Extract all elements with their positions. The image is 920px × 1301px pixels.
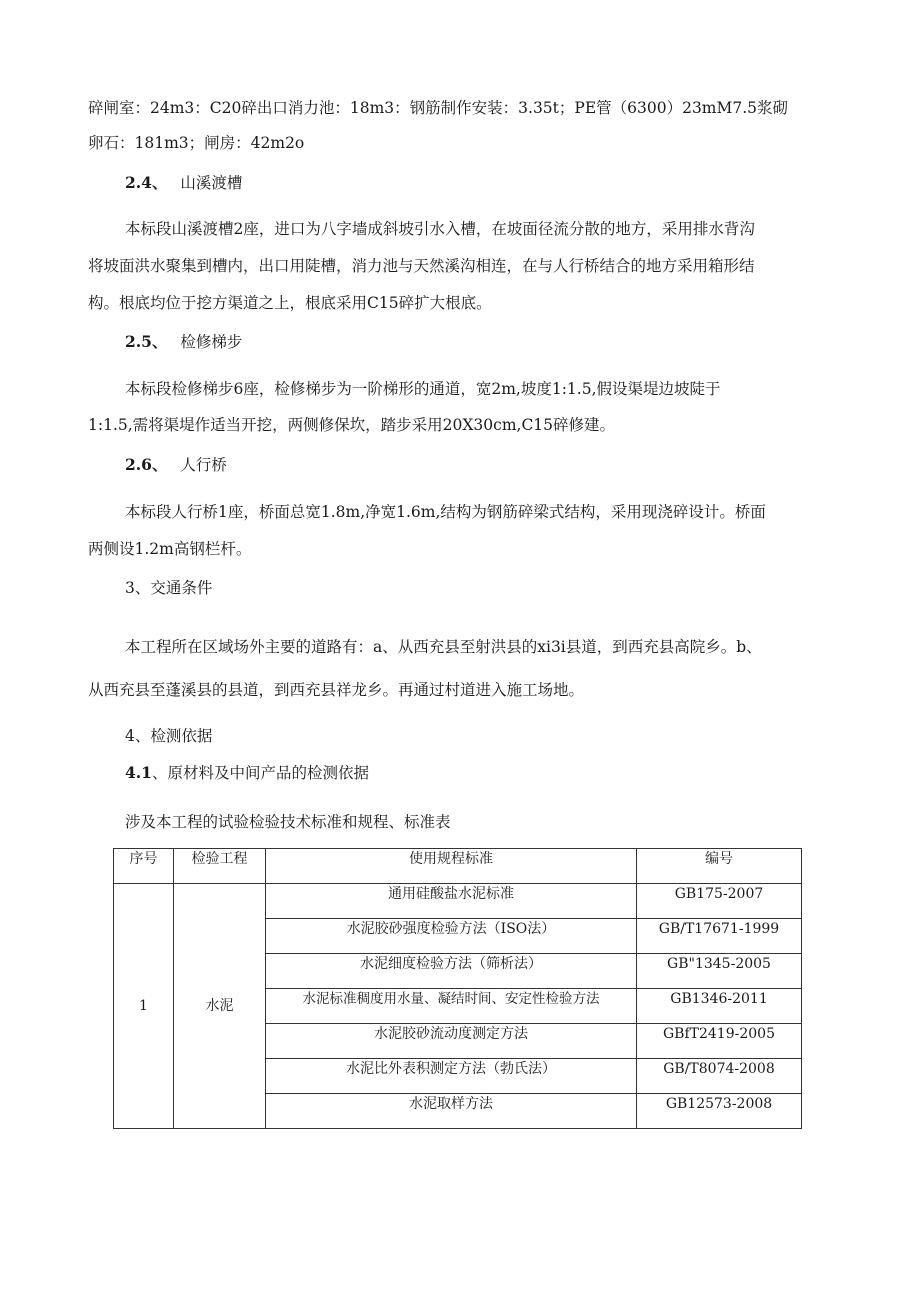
paragraph-2-6-line-2: 两侧设1.2m高钢栏杆。 bbox=[88, 540, 252, 558]
paragraph-2-5-line-2: 1:1.5,需将渠堤作适当开挖，两侧修保坎，踏步采用20X30cm,C15碎修建。 bbox=[88, 416, 616, 434]
cell-code: GB/T8074-2008 bbox=[637, 1059, 802, 1094]
cell-code: GBfT2419-2005 bbox=[637, 1024, 802, 1059]
paragraph-3-line-1: 本工程所在区域场外主要的道路有：a、从西充县至射洪县的xi3i县道，到西充县高院乡。b、 bbox=[125, 638, 762, 656]
heading-number: 2.6、 bbox=[125, 455, 168, 474]
text-line-1: 碎闸室：24m3：C20碎出口消力池：18m3：钢筋制作安装：3.35t；PE管（6300）23mM7.5浆砌 bbox=[88, 99, 789, 117]
cell-standard: 水泥取样方法 bbox=[266, 1094, 637, 1129]
paragraph-3-line-2: 从西充县至蓬溪县的县道，到西充县祥龙乡。再通过村道进入施工场地。 bbox=[88, 681, 585, 699]
paragraph-2-4-line-3: 构。根底均位于挖方渠道之上，根底采用C15碎扩大根底。 bbox=[88, 294, 492, 312]
cell-seq: 1 bbox=[114, 884, 174, 1129]
cell-item: 水泥 bbox=[174, 884, 266, 1129]
cell-code: GB175-2007 bbox=[637, 884, 802, 919]
cell-standard: 水泥比外表积测定方法（勃氏法） bbox=[266, 1059, 637, 1094]
heading-4: 4、检测依据 bbox=[125, 727, 213, 745]
heading-title: 山溪渡槽 bbox=[180, 174, 243, 192]
text-line-2: 卵石：181m3；闸房：42m2o bbox=[88, 134, 305, 152]
heading-4-1 bbox=[125, 762, 369, 784]
heading-title: 人行桥 bbox=[180, 456, 227, 474]
table-caption: 涉及本工程的试验检验技术标准和规程、标准表 bbox=[125, 813, 451, 831]
paragraph-2-4-line-1: 本标段山溪渡槽2座，进口为八字墙成斜坡引水入槽，在坡面径流分散的地方，采用排水背沟 bbox=[125, 220, 755, 238]
heading-3: 3、交通条件 bbox=[125, 579, 213, 597]
table-row bbox=[114, 884, 802, 919]
standards-table bbox=[113, 848, 802, 1129]
cell-standard: 水泥标准稠度用水量、凝结时间、安定性检验方法 bbox=[266, 989, 637, 1024]
cell-standard: 通用硅酸盐水泥标准 bbox=[266, 884, 637, 919]
heading-title: 检修梯步 bbox=[180, 333, 243, 351]
cell-code: GB/T17671-1999 bbox=[637, 919, 802, 954]
cell-standard: 水泥细度检验方法（筛析法） bbox=[266, 954, 637, 989]
heading-2-4 bbox=[125, 172, 242, 194]
heading-number: 2.4、 bbox=[125, 173, 168, 192]
cell-standard: 水泥胶砂流动度测定方法 bbox=[266, 1024, 637, 1059]
cell-standard: 水泥胶砂强度检验方法（ISO法） bbox=[266, 919, 637, 954]
heading-title: 、原材料及中间产品的检测依据 bbox=[151, 764, 369, 782]
header-seq: 序号 bbox=[114, 849, 174, 884]
header-standard: 使用规程标准 bbox=[266, 849, 637, 884]
cell-code: GB12573-2008 bbox=[637, 1094, 802, 1129]
paragraph-2-4-line-2: 将坡面洪水聚集到槽内，出口用陡槽，消力池与天然溪沟相连，在与人行桥结合的地方采用箱形结 bbox=[88, 257, 755, 275]
cell-code: GB1346-2011 bbox=[637, 989, 802, 1024]
table-header-row bbox=[114, 849, 802, 884]
cell-code: GB"1345-2005 bbox=[637, 954, 802, 989]
paragraph-2-5-line-1: 本标段检修梯步6座，检修梯步为一阶梯形的通道，宽2m,坡度1:1.5,假设渠堤边坡陡于 bbox=[125, 380, 721, 398]
header-item: 检验工程 bbox=[174, 849, 266, 884]
heading-2-5 bbox=[125, 331, 242, 353]
heading-number: 2.5、 bbox=[125, 332, 168, 351]
heading-number: 4.1 bbox=[125, 763, 152, 782]
paragraph-2-6-line-1: 本标段人行桥1座，桥面总宽1.8m,净宽1.6m,结构为钢筋碎梁式结构，采用现浇碎设计。桥面 bbox=[125, 503, 766, 521]
heading-2-6 bbox=[125, 454, 227, 476]
header-code: 编号 bbox=[637, 849, 802, 884]
